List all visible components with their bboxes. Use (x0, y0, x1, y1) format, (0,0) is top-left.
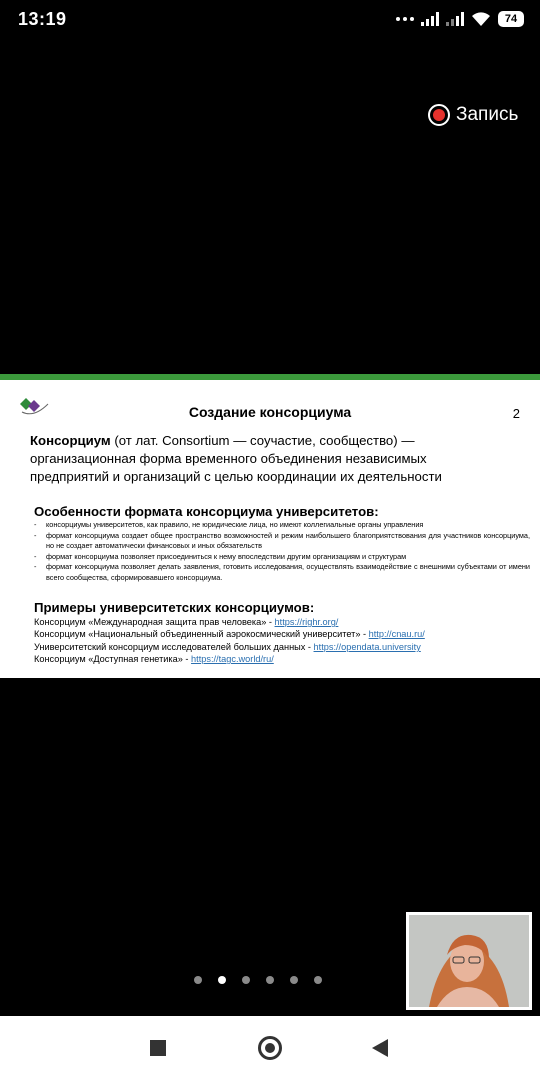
slide-number: 2 (512, 406, 520, 421)
page-dot[interactable] (290, 976, 298, 984)
page-indicator[interactable] (194, 976, 322, 984)
list-item (34, 653, 425, 665)
back-triangle-icon[interactable] (372, 1039, 388, 1057)
definition-term: Консорциум (30, 433, 111, 448)
shared-slide (0, 374, 540, 678)
page-dot[interactable] (194, 976, 202, 984)
page-dot[interactable] (242, 976, 250, 984)
features-list (34, 520, 530, 584)
example-text: Консорциум «Национальный объединенный аэрокосмический университет» - (34, 629, 369, 640)
signal-2-icon (446, 12, 464, 26)
status-icons (396, 11, 524, 27)
status-time: 13:19 (18, 9, 67, 29)
example-link[interactable]: https://righr.org/ (274, 617, 339, 627)
list-item: - формат консорциума позволяет делать заявления, готовить исследования, осуществлять взаимодействие с внешними субъектами от имени всего сообщества, сформировавшего консорциума. (34, 562, 530, 583)
battery-icon: 74 (498, 11, 524, 27)
list-item: - формат консорциума создает общее пространство возможностей и режим наибольшего благоприятствования для участников консорциума, но не создает автоматически финансовых и иных обязательств (34, 531, 530, 552)
example-link[interactable]: https://opendata.university (313, 641, 421, 652)
signal-icon (421, 12, 439, 26)
list-item (34, 641, 425, 653)
more-dots-icon (396, 17, 414, 21)
slide-accent-bar (0, 374, 540, 380)
list-item (34, 616, 425, 628)
definition-text (30, 432, 500, 486)
example-text: Консорциум «Международная защита прав человека» - (34, 617, 275, 627)
example-link[interactable]: http://cnau.ru/ (368, 629, 425, 640)
list-item: - формат консорциума позволяет присоединиться к нему впоследствии другим организациям и структурам (34, 552, 530, 563)
examples-heading: Примеры университетских консорциумов: (34, 600, 315, 615)
home-button-icon[interactable] (258, 1036, 282, 1060)
list-item (34, 628, 425, 640)
participant-avatar (409, 915, 529, 1007)
example-link[interactable]: https://tagc.world/ru/ (191, 654, 274, 665)
record-label: Запись (456, 104, 519, 125)
definition-body: (от лат. Consortium — соучастие, сообщество) — организационная форма временного объединения независимых предприятий и организаций с целью координации их деятельности (30, 433, 442, 484)
record-icon (428, 104, 450, 126)
record-button[interactable] (428, 104, 518, 126)
features-heading: Особенности формата консорциума университетов: (34, 504, 379, 519)
status-bar (0, 0, 540, 40)
slide-title: Создание консорциума (188, 404, 352, 420)
wifi-icon (471, 12, 491, 27)
example-text: Консорциум «Доступная генетика» - (34, 654, 192, 665)
page-dot[interactable] (218, 976, 226, 984)
system-nav-bar (0, 1016, 540, 1080)
example-text: Университетский консорциум исследователей больших данных - (34, 641, 314, 652)
page-dot[interactable] (266, 976, 274, 984)
participant-video-thumbnail[interactable] (406, 912, 532, 1010)
recents-square-icon[interactable] (150, 1040, 166, 1056)
page-dot[interactable] (314, 976, 322, 984)
examples-list (34, 616, 425, 666)
list-item: - консорциумы университетов, как правило, не юридические лица, но имеют коллегиальные органы управления (34, 520, 530, 531)
